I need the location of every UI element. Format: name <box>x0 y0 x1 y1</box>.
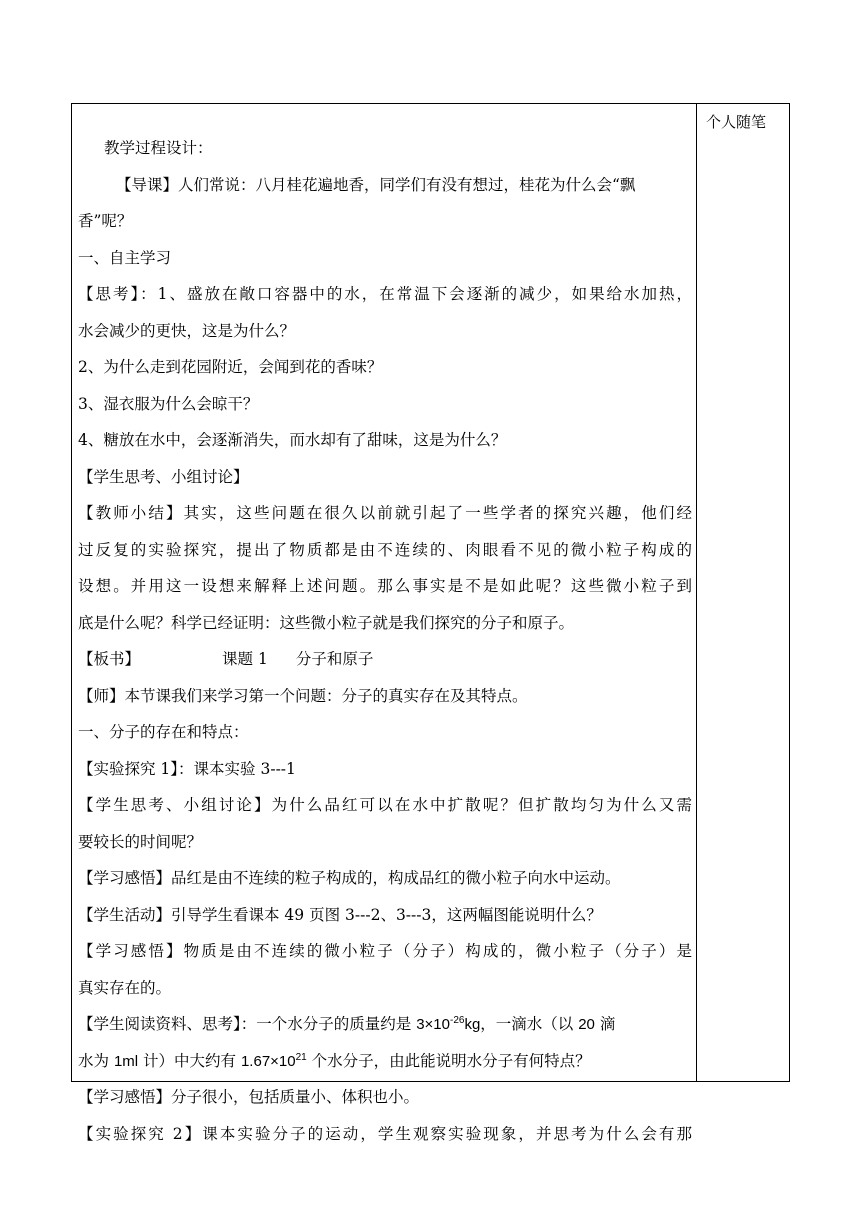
summary-line: 【教师小结】其实，这些问题在很久以前就引起了一些学者的探究兴趣，他们经 <box>78 504 692 522</box>
teacher-line: 【师】本节课我们来学习第一个问题：分子的真实存在及其特点。 <box>78 686 528 705</box>
board-line <box>78 649 692 686</box>
question-line: 2、为什么走到花园附近，会闻到花的香味？ <box>78 358 383 376</box>
summary-line: 底是什么呢？科学已经证明：这些微小粒子就是我们探究的分子和原子。 <box>78 613 575 632</box>
section-heading: 教学过程设计： <box>104 139 213 157</box>
question-line: 4、糖放在水中，会逐渐消失，而水却有了甜味，这是为什么？ <box>78 431 507 449</box>
intro-paragraph-line: 香”呢？ <box>78 212 133 230</box>
reading-text: ，一滴水（以 <box>480 1015 579 1033</box>
insight-line: 【学习感悟】分子很小，包括质量小、体积也小。 <box>78 1088 420 1106</box>
question-line: 3、湿衣服为什么会晾干？ <box>78 394 259 413</box>
discussion-line: 要较长的时间呢？ <box>78 832 203 851</box>
experiment-line: 【实验探究 1】：课本实验 3---1 <box>78 759 296 778</box>
summary-line: 设想。并用这一设想来解释上述问题。那么事实是不是如此呢？这些微小粒子到 <box>78 577 692 595</box>
mass-unit: kg <box>464 1016 481 1033</box>
drop-count: 20 <box>578 1016 595 1033</box>
mass-base: 3×10 <box>416 1016 450 1033</box>
reading-text: 计）中大约有 <box>138 1051 241 1070</box>
column-divider <box>696 104 697 1081</box>
board-topic: 分子和原子 <box>295 650 374 668</box>
reading-text: 滴 <box>594 1015 616 1033</box>
mass-exponent: -26 <box>449 1015 465 1026</box>
subsection-heading: 一、分子的存在和特点： <box>78 723 249 741</box>
discussion-heading: 【学生思考、小组讨论】 <box>78 467 249 486</box>
count-exponent: 21 <box>295 1051 307 1063</box>
notes-column-header: 个人随笔 <box>706 113 767 131</box>
reading-text: 【学生阅读资料、思考】：一个水分子的质量约是 <box>78 1015 417 1033</box>
insight-line: 真实存在的。 <box>78 978 172 997</box>
count-base: 1.67×10 <box>240 1052 296 1070</box>
volume-value: 1ml <box>113 1052 139 1070</box>
insight-line: 【学习感悟】物质是由不连续的微小粒子（分子）构成的，微小粒子（分子）是 <box>78 942 692 960</box>
insight-line: 【学习感悟】品红是由不连续的粒子构成的，构成品红的微小粒子向水中运动。 <box>78 869 621 887</box>
reading-line <box>78 1014 692 1051</box>
intro-paragraph-line: 【导课】人们常说：八月桂花遍地香，同学们有没有想过，桂花为什么会“飘 <box>116 175 636 194</box>
reading-line <box>78 1051 692 1088</box>
discussion-line: 【学生思考、小组讨论】为什么品红可以在水中扩散呢？但扩散均匀为什么又需 <box>78 796 692 814</box>
molecule-count <box>241 1053 307 1070</box>
board-lesson: 课题 1 <box>222 650 268 668</box>
molecule-mass <box>416 1016 480 1033</box>
summary-line: 过反复的实验探究，提出了物质都是由不连续的、肉眼看不见的微小粒子构成的 <box>78 540 692 559</box>
lesson-content <box>78 138 692 1160</box>
reading-text: 水为 <box>78 1051 114 1070</box>
question-line: 水会减少的更快，这是为什么？ <box>78 321 296 340</box>
lesson-table <box>71 103 790 1143</box>
board-label: 【板书】 <box>78 650 141 668</box>
reading-text: 个水分子，由此能说明水分子有何特点？ <box>306 1051 591 1070</box>
subsection-heading: 一、自主学习 <box>78 248 172 267</box>
question-line: 【思考】：1、盛放在敞口容器中的水，在常温下会逐渐的减少，如果给水加热， <box>78 285 692 303</box>
experiment-line: 【实验探究 2】课本实验分子的运动，学生观察实验现象，并思考为什么会有那 <box>78 1124 692 1143</box>
activity-line: 【学生活动】引导学生看课本 49 页图 3---2、3---3，这两幅图能说明什么？ <box>78 905 602 924</box>
